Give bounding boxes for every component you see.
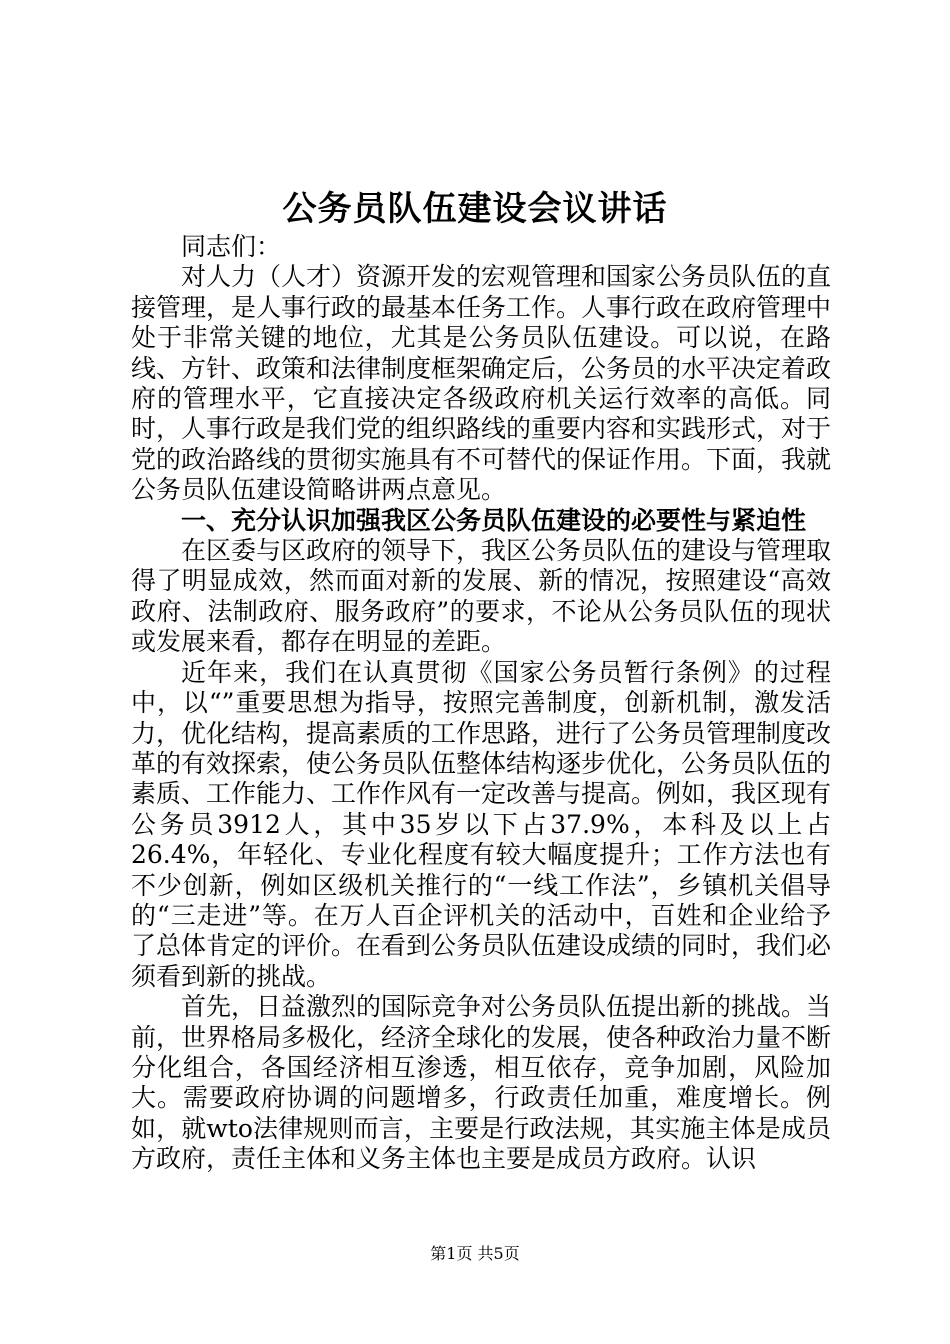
paragraph: 在区委与区政府的领导下，我区公务员队伍的建设与管理取得了明显成效，然而面对新的发展、新的情况，按照建设“高效政府、法制政府、服务政府”的要求，不论从公务员队伍的现状或发展来看，都存在明显的差距。 [131, 536, 832, 657]
page-footer: 第1页 共5页 [430, 1244, 520, 1263]
section-heading-1: 一、充分认识加强我区公务员队伍建设的必要性与紧迫性 [181, 505, 807, 535]
paragraph: 近年来，我们在认真贯彻《国家公务员暂行条例》的过程中，以“”重要思想为指导，按照完善制度，创新机制，激发活力，优化结构，提高素质的工作思路，进行了公务员管理制度改革的有效探索，使公务员队伍整体结构逐步优化，公务员队伍的素质、工作能力、工作作风有一定改善与提高。例如，我区现有公务员3912人，其中35岁以下占37.9%，本科及以上占26.4%，年轻化、专业化程度有较大幅度提升；工作方法也有不少创新，例如区级机关推行的“一线工作法”，乡镇机关倡导的“三走进”等。在万人百企评机关的活动中，百姓和企业给予了总体肯定的评价。在看到公务员队伍建设成绩的同时，我们必须看到新的挑战。 [131, 657, 832, 991]
document-body [131, 232, 831, 1175]
document-title: 公务员队伍建设会议讲话 [282, 189, 668, 229]
paragraph: 首先，日益激烈的国际竞争对公务员队伍提出新的挑战。当前，世界格局多极化，经济全球化的发展，使各种政治力量不断分化组合，各国经济相互渗透，相互依存，竞争加剧，风险加大。需要政府协调的问题增多，行政责任加重，难度增长。例如，就wto法律规则而言，主要是行政法规，其实施主体是成员方政府，责任主体和义务主体也主要是成员方政府。认识 [131, 992, 832, 1174]
paragraph-intro: 对人力（人才）资源开发的宏观管理和国家公务员队伍的直接管理，是人事行政的最基本任务工作。人事行政在政府管理中处于非常关键的地位，尤其是公务员队伍建设。可以说，在路线、方针、政策和法律制度框架确定后，公务员的水平决定着政府的管理水平，它直接决定各级政府机关运行效率的高低。同时，人事行政是我们党的组织路线的重要内容和实践形式，对于党的政治路线的贯彻实施具有不可替代的保证作用。下面，我就公务员队伍建设简略讲两点意见。 [131, 262, 832, 505]
greeting: 同志们： [181, 232, 282, 261]
